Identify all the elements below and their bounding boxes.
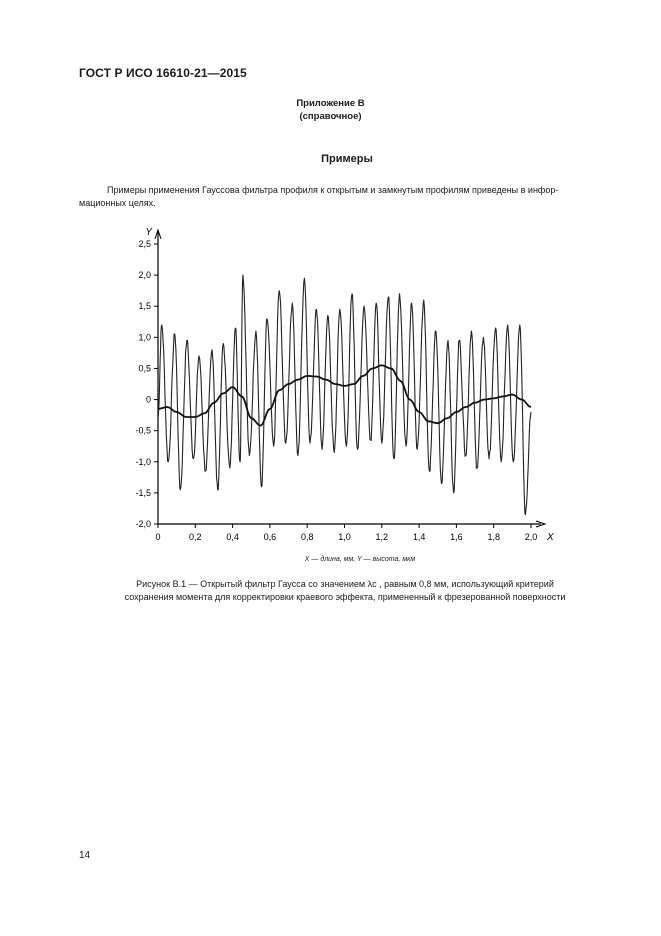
axes-caption: X — длина, мм, Y — высота, мкм <box>304 556 416 563</box>
y-axis-label: Y <box>145 227 152 238</box>
x-tick-label: 0,8 <box>300 532 314 542</box>
x-tick-label: 1,4 <box>412 532 426 542</box>
y-tick-label: -2,0 <box>135 519 151 529</box>
profile-line <box>158 275 531 515</box>
x-tick-label: 2,0 <box>524 532 538 542</box>
y-tick-label: 1,0 <box>138 332 151 343</box>
x-tick-label: 0 <box>155 532 161 542</box>
appendix-title: Приложение В <box>296 98 365 109</box>
y-tick-label: -1,0 <box>135 456 151 467</box>
figure-caption-line-1: Рисунок В.1 — Открытый фильтр Гаусса со значением λc , равным 0,8 мм, использующий критерий <box>136 579 554 589</box>
y-tick-label: 1,5 <box>138 301 151 312</box>
x-tick-label: 1,0 <box>338 532 351 542</box>
x-axis-label: X <box>547 532 554 543</box>
y-tick-label: 0 <box>145 394 151 405</box>
appendix-note: (справочное) <box>299 111 362 122</box>
x-tick-label: 1,6 <box>450 532 463 542</box>
x-tick-label: 1,8 <box>487 532 500 542</box>
chart-series <box>158 275 531 515</box>
y-tick-label: -0,5 <box>135 425 151 436</box>
figure-caption <box>0 578 661 604</box>
x-tick-label: 1,2 <box>375 532 389 542</box>
y-tick-label: 0,5 <box>138 363 151 374</box>
y-tick-label: 2,0 <box>138 270 151 281</box>
page-number: 14 <box>79 850 91 861</box>
x-tick-label: 0,6 <box>263 532 277 542</box>
intro-line-2: мационных целях. <box>79 198 156 208</box>
x-tick-label: 0,4 <box>226 532 239 542</box>
section-title: Примеры <box>321 153 373 165</box>
y-tick-label: -1,5 <box>135 487 151 498</box>
y-tick-label: 2,5 <box>138 239 151 249</box>
x-tick-label: 0,2 <box>189 532 202 542</box>
intro-line-1: Примеры применения Гауссова фильтра профиля к открытым и замкнутым профилям приведены в инфор- <box>107 185 559 195</box>
figure-caption-line-2: сохранения момента для корректировки краевого эффекта, примененный к фрезерованной поверхности <box>124 592 566 602</box>
document-code: ГОСТ Р ИСО 16610-21—2015 <box>79 66 247 80</box>
